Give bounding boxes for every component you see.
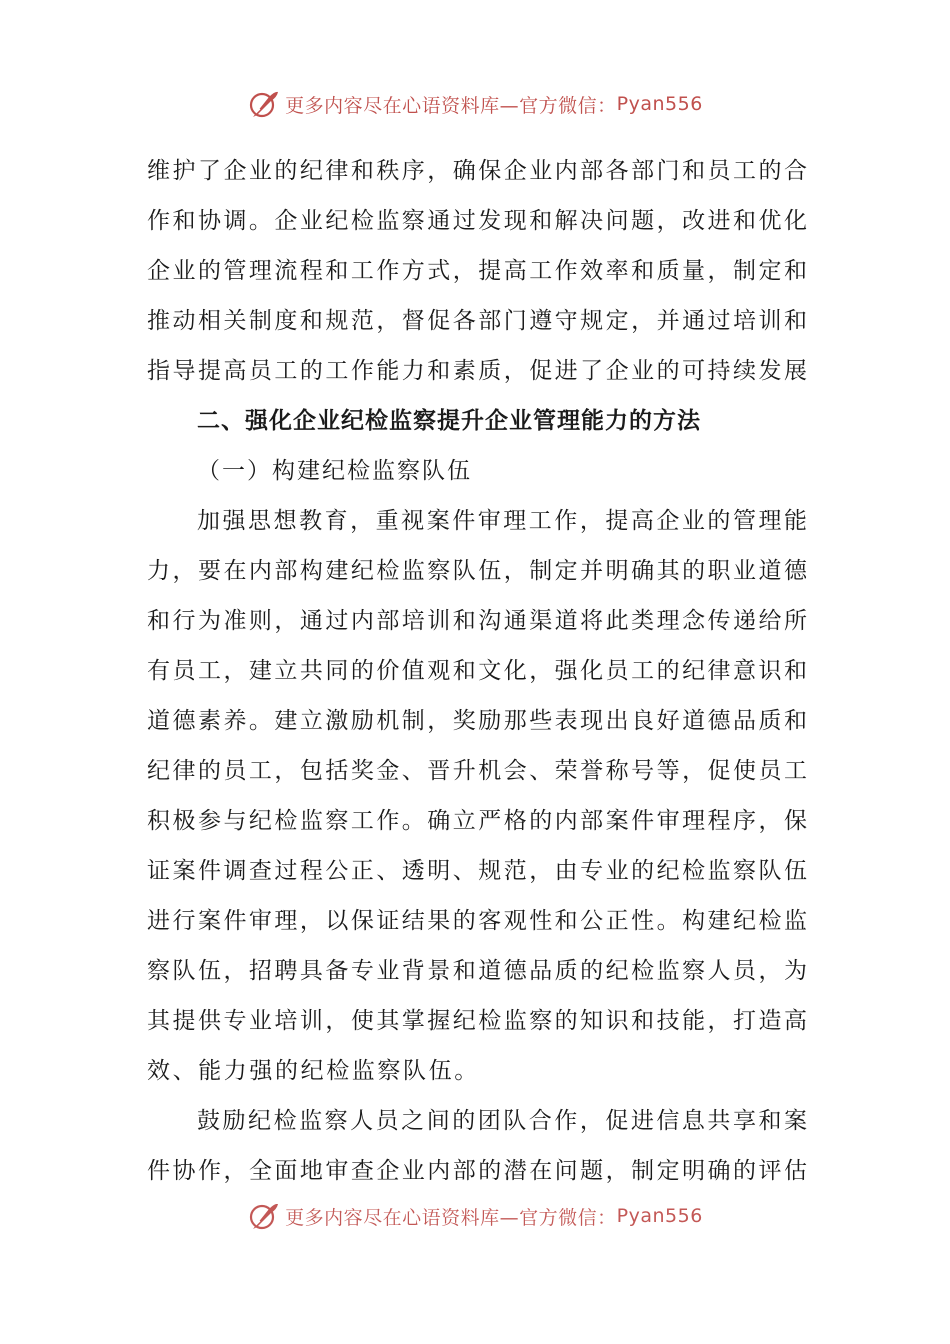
- text-line: 效、能力强的纪检监察队伍。: [147, 1058, 480, 1084]
- text-line: 加强思想教育，重视案件审理工作，提高企业的管理能: [197, 508, 807, 534]
- text-line: 力，要在内部构建纪检监察队伍，制定并明确其的职业道德: [147, 558, 807, 584]
- text-line: 其提供专业培训，使其掌握纪检监察的知识和技能，打造高: [147, 1008, 807, 1034]
- section-heading: 二、强化企业纪检监察提升企业管理能力的方法: [197, 408, 701, 434]
- text-line: 推动相关制度和规范，督促各部门遵守规定，并通过培训和: [147, 308, 807, 334]
- text-line: 作和协调。企业纪检监察通过发现和解决问题，改进和优化: [147, 208, 807, 234]
- subsection-heading: （一）构建纪检监察队伍: [197, 458, 472, 484]
- text-line: 和行为准则，通过内部培训和沟通渠道将此类理念传递给所: [147, 608, 807, 634]
- text-line: 鼓励纪检监察人员之间的团队合作，促进信息共享和案: [197, 1108, 807, 1134]
- text-line: 维护了企业的纪律和秩序，确保企业内部各部门和员工的合: [147, 158, 807, 184]
- document-body: [147, 146, 807, 1196]
- paragraph-2: [147, 496, 807, 1096]
- text-line: 企业的管理流程和工作方式，提高工作效率和质量，制定和: [147, 258, 807, 284]
- text-line: 积极参与纪检监察工作。确立严格的内部案件审理程序，保: [147, 808, 807, 834]
- header-watermark: [0, 86, 950, 122]
- text-line: 证案件调查过程公正、透明、规范，由专业的纪检监察队伍: [147, 858, 807, 884]
- text-line: 指导提高员工的工作能力和素质，促进了企业的可持续发展: [147, 358, 807, 384]
- watermark-wechat-id: Pyan556: [616, 93, 703, 115]
- text-line: 件协作，全面地审查企业内部的潜在问题，制定明确的评估: [147, 1158, 807, 1184]
- paragraph-3: [147, 1096, 807, 1196]
- text-line: 有员工，建立共同的价值观和文化，强化员工的纪律意识和: [147, 658, 807, 684]
- paragraph-1: [147, 146, 807, 396]
- footer-watermark: [0, 1204, 950, 1240]
- quill-pen-logo-icon: [247, 87, 281, 121]
- text-line: 进行案件审理，以保证结果的客观性和公正性。构建纪检监: [147, 908, 807, 934]
- text-line: 纪律的员工，包括奖金、晋升机会、荣誉称号等，促使员工: [147, 758, 807, 784]
- text-line: 道德素养。建立激励机制，奖励那些表现出良好道德品质和: [147, 708, 807, 734]
- text-line: 察队伍，招聘具备专业背景和道德品质的纪检监察人员，为: [147, 958, 807, 984]
- watermark-text: 更多内容尽在心语资料库—官方微信：: [285, 1206, 617, 1229]
- quill-pen-logo-icon: [247, 1204, 281, 1233]
- watermark-text: 更多内容尽在心语资料库—官方微信：: [285, 94, 617, 117]
- watermark-wechat-id: Pyan556: [616, 1205, 703, 1227]
